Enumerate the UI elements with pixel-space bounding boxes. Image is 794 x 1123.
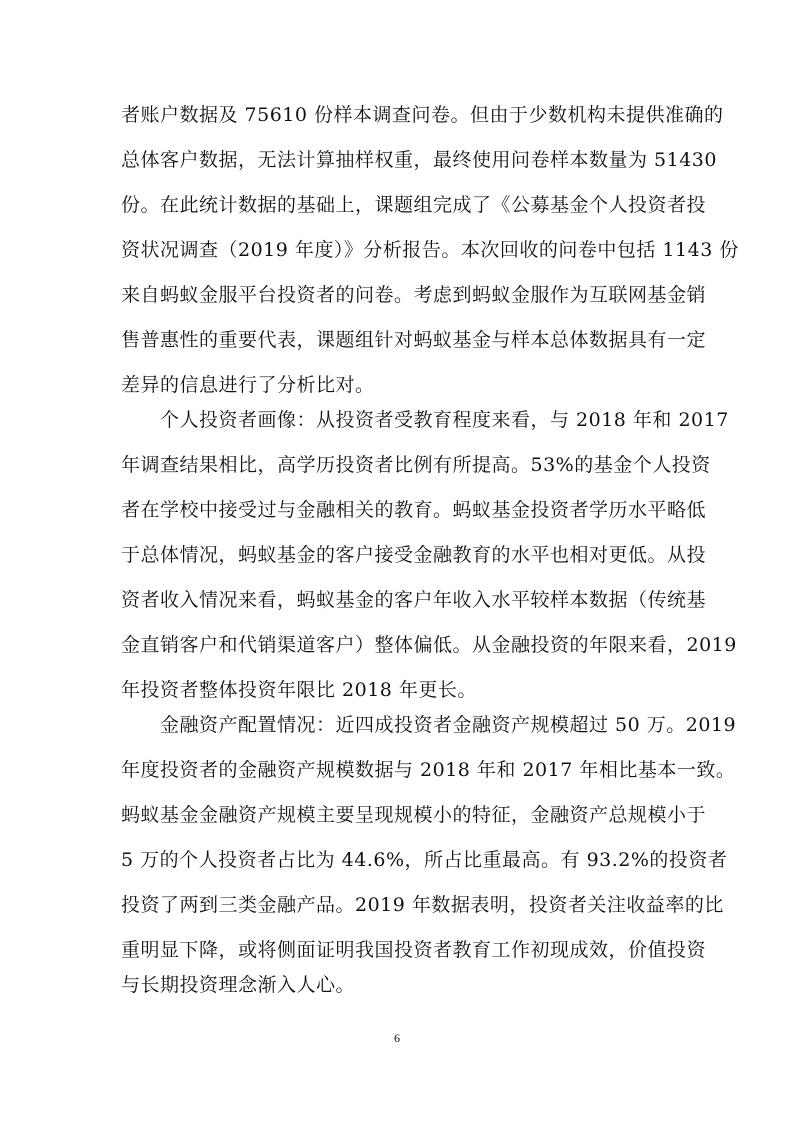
text-line: 与长期投资理念渐入人心。 (121, 974, 356, 996)
text-line: 资者收入情况来看，蚂蚁基金的客户年收入水平较样本数据（传统基 (121, 589, 707, 611)
text-line: 来自蚂蚁金服平台投资者的问卷。考虑到蚂蚁金服作为互联网基金销 (121, 284, 707, 306)
page-number: 6 (394, 1031, 400, 1045)
text-line: 年投资者整体投资年限比 2018 年更长。 (121, 679, 477, 701)
text-line: 金直销客户和代销渠道客户）整体偏低。从金融投资的年限来看，2019 (121, 634, 737, 656)
text-line: 蚂蚁基金金融资产规模主要呈现规模小的特征，金融资产总规模小于 (121, 804, 707, 826)
text-line: 份。在此统计数据的基础上，课题组完成了《公募基金个人投资者投 (121, 194, 707, 216)
text-line: 金融资产配置情况：近四成投资者金融资产规模超过 50 万。2019 (160, 714, 737, 736)
text-line: 投资了两到三类金融产品。2019 年数据表明，投资者关注收益率的比 (121, 894, 724, 916)
text-line: 5 万的个人投资者占比为 44.6%，所占比重最高。有 93.2%的投资者 (121, 849, 728, 871)
text-line: 售普惠性的重要代表，课题组针对蚂蚁基金与样本总体数据具有一定 (121, 329, 707, 351)
text-line: 于总体情况，蚂蚁基金的客户接受金融教育的水平也相对更低。从投 (121, 544, 707, 566)
text-line: 年调查结果相比，高学历投资者比例有所提高。53%的基金个人投资 (121, 454, 711, 476)
text-line: 资状况调查（2019 年度）》分析报告。本次回收的问卷中包括 1143 份 (121, 239, 739, 261)
text-line: 者账户数据及 75610 份样本调查问卷。但由于少数机构未提供准确的 (121, 104, 724, 126)
text-line: 年度投资者的金融资产规模数据与 2018 年和 2017 年相比基本一致。 (121, 759, 736, 781)
text-line: 差异的信息进行了分析比对。 (121, 374, 375, 396)
text-line: 个人投资者画像：从投资者受教育程度来看，与 2018 年和 2017 (160, 409, 729, 431)
text-line: 者在学校中接受过与金融相关的教育。蚂蚁基金投资者学历水平略低 (121, 499, 707, 521)
text-line: 总体客户数据，无法计算抽样权重，最终使用问卷样本数量为 51430 (121, 149, 717, 171)
text-line: 重明显下降，或将侧面证明我国投资者教育工作初现成效，价值投资 (121, 939, 707, 961)
